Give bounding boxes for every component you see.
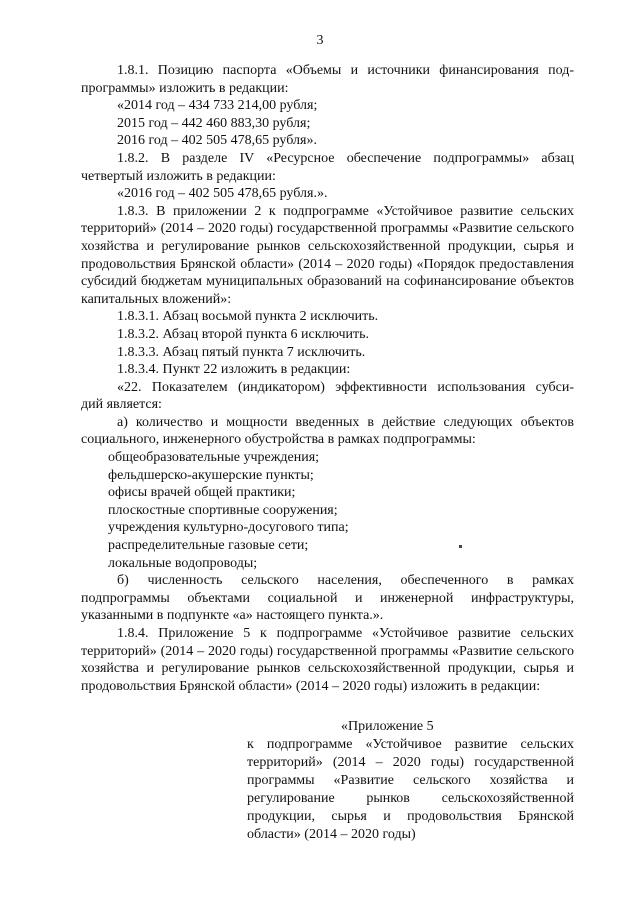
paragraph: распределительные газовые сети; bbox=[108, 538, 309, 554]
paragraph: «22. Показателем (индикатором) эффективности использования субси- bbox=[117, 379, 574, 395]
paragraph: четвертый изложить в редакции: bbox=[81, 168, 276, 184]
scan-speck bbox=[459, 545, 462, 548]
paragraph: 2015 год – 442 460 883,30 рубля; bbox=[117, 115, 311, 131]
appendix-title: «Приложение 5 bbox=[341, 719, 434, 734]
paragraph: учреждения культурно-досугового типа; bbox=[108, 520, 349, 536]
paragraph: дий является: bbox=[81, 397, 162, 413]
paragraph: «2014 год – 434 733 214,00 рубля; bbox=[117, 98, 318, 114]
paragraph: а) количество и мощности введенных в действие следующих объектов bbox=[117, 414, 574, 430]
paragraph: 1.8.1. Позицию паспорта «Объемы и источники финансирования под- bbox=[117, 63, 574, 78]
paragraph: офисы врачей общей практики; bbox=[108, 485, 296, 501]
paragraph: 1.8.3.1. Абзац восьмой пункта 2 исключить. bbox=[117, 309, 379, 325]
page-number: 3 bbox=[316, 33, 324, 48]
paragraph: плоскостные спортивные сооружения; bbox=[108, 502, 338, 518]
paragraph: 1.8.3.2. Абзац второй пункта 6 исключить. bbox=[117, 326, 370, 342]
appendix-text: к подпрограмме «Устойчивое развитие сельских территорий» (2014 – 2020 годы) государственной программы «Развитие сельского хозяйства и регулирование рынков сельскохозяйственной продукции, сырья и продовольствия Брянской области» (2014 – 2020 годы) bbox=[247, 737, 574, 842]
paragraph: локальные водопроводы; bbox=[108, 555, 258, 571]
paragraph: 1.8.2. В разделе IV «Ресурсное обеспечение подпрограммы» абзац bbox=[117, 150, 574, 166]
document-body bbox=[81, 62, 574, 695]
paragraph: 1.8.3. В приложении 2 к подпрограмме «Устойчивое развитие сельских территорий» (2014 – 2020 годы) государственной программы «Развитие сельского хозяйства и регулирование рынков сельскохозяйственной продукции, сырья и продовольствия Брянской области» (2014 – 2020 годы) «Порядок предоставления субсидий бюджетам муниципальных образований на софинансирование объектов капитальных вложений»: bbox=[81, 203, 574, 307]
paragraph: 1.8.3.3. Абзац пятый пункта 7 исключить. bbox=[117, 344, 366, 360]
paragraph: программы» изложить в редакции: bbox=[81, 80, 289, 96]
paragraph: 1.8.4. Приложение 5 к подпрограмме «Устойчивое развитие сельских территорий» (2014 – 2020 годы) государственной программы «Развитие сельского хозяйства и регулирование рынков сельскохозяйственной продукции, сырья и продовольствия Брянской области» (2014 – 2020 годы) изложить в редакции: bbox=[81, 626, 574, 694]
paragraph: общеобразовательные учреждения; bbox=[108, 450, 320, 466]
paragraph: 2016 год – 402 505 478,65 рубля». bbox=[117, 133, 317, 149]
paragraph: б) численность сельского населения, обеспеченного в рамках подпрограммы объектами социальной и инженерной инфраструктуры, указанными в подпункте «а» настоящего пункта.». bbox=[81, 573, 574, 624]
appendix-heading-block bbox=[247, 718, 574, 844]
paragraph: социального, инженерного обустройства в рамках подпрограммы: bbox=[81, 432, 476, 448]
paragraph: 1.8.3.4. Пункт 22 изложить в редакции: bbox=[117, 362, 351, 378]
paragraph: «2016 год – 402 505 478,65 рубля.». bbox=[117, 186, 328, 202]
paragraph: фельдшерско-акушерские пункты; bbox=[108, 467, 314, 483]
